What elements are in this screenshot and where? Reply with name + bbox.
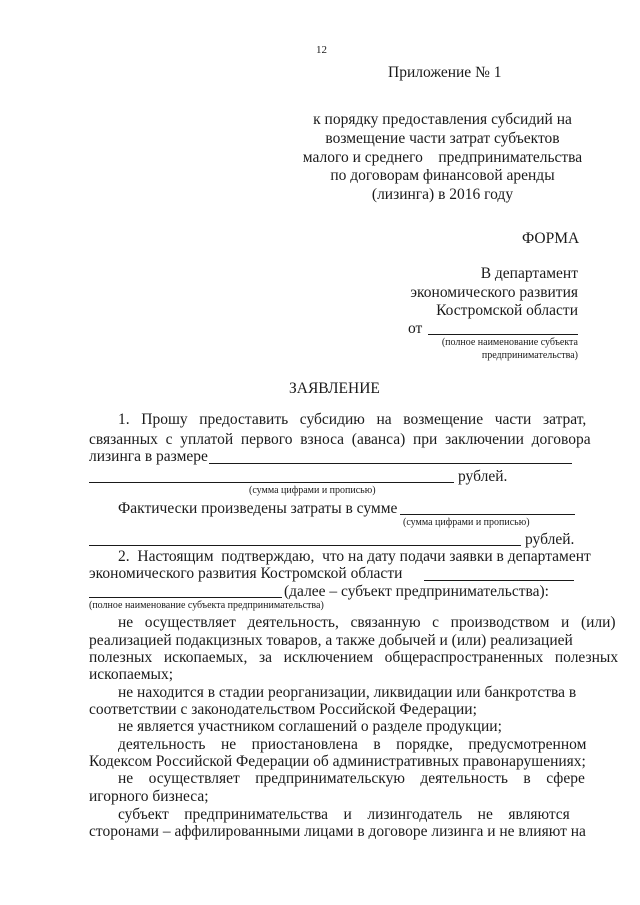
item-line-7: не является участником соглашений о разделе продукции;: [118, 718, 502, 735]
addressee-line-3: Костромской области: [436, 302, 578, 319]
from-label: от: [408, 320, 423, 337]
item-line-10: не осуществляет предпринимательскую деятельность в сфере: [118, 770, 585, 787]
appendix-line-1: к порядку предоставления субсидий на: [313, 111, 572, 128]
actual-costs-field-cont[interactable]: [89, 545, 521, 546]
entity-name-field[interactable]: [424, 580, 574, 581]
item-line-3: полезных ископаемых, за исключением общераспространенных полезных: [89, 649, 619, 666]
page-number: 12: [316, 44, 327, 56]
item-line-9: Кодексом Российской Федерации об административных правонарушениях;: [89, 753, 586, 770]
actual-costs-field[interactable]: [400, 514, 575, 515]
document-title: ЗАЯВЛЕНИЕ: [289, 380, 380, 397]
item-line-4: ископаемых;: [89, 666, 174, 683]
addressee-line-1: В департамент: [480, 265, 578, 282]
p2-line-1: 2. Настоящим подтверждаю, что на дату подачи заявки в департамент: [118, 548, 591, 565]
p1-line-1: 1. Прошу предоставить субсидию на возмещение части затрат,: [118, 411, 587, 428]
from-hint-1: (полное наименование субъекта: [441, 337, 578, 348]
item-line-8: деятельность не приостановлена в порядке, предусмотренном: [118, 736, 587, 753]
rubles-label-2: рублей.: [525, 531, 575, 548]
hint-sum-1: (сумма цифрами и прописью): [249, 485, 376, 496]
subsidy-amount-field-cont[interactable]: [89, 482, 454, 483]
appendix-title: Приложение № 1: [388, 64, 502, 81]
item-line-2: реализацией подакцизных товаров, а также добычей и (или) реализацией: [89, 632, 573, 649]
entity-name-field-cont[interactable]: [89, 597, 282, 598]
item-line-13: сторонами – аффилированными лицами в договоре лизинга и не влияют на: [89, 823, 586, 840]
from-entity-field[interactable]: [428, 334, 578, 335]
p1-line-2: связанных с уплатой первого взноса (аванса) при заключении договора: [89, 431, 591, 448]
p1-line-3: лизинга в размере: [89, 448, 208, 465]
appendix-line-5: (лизинга) в 2016 году: [371, 186, 514, 203]
p2-line-2: экономического развития Костромской области: [89, 565, 403, 582]
subsidy-amount-field[interactable]: [209, 463, 572, 464]
actual-costs-label: Фактически произведены затраты в сумме: [118, 500, 398, 517]
item-line-12: субъект предпринимательства и лизингодатель не являются: [118, 806, 570, 823]
hint-entity: (полное наименование субъекта предпринимательства): [89, 600, 324, 611]
item-line-6: соответствии с законодательством Российской Федерации;: [89, 701, 477, 718]
form-label: ФОРМА: [522, 230, 580, 247]
appendix-line-3: малого и среднего предпринимательства: [302, 149, 583, 166]
p2-line-3: (далее – субъект предпринимательства):: [284, 583, 549, 600]
item-line-1: не осуществляет деятельность, связанную с производством и (или): [118, 614, 616, 631]
addressee-line-2: экономического развития: [410, 284, 578, 301]
appendix-line-4: по договорам финансовой аренды: [330, 167, 555, 184]
from-hint-2: предпринимательства): [481, 350, 578, 361]
rubles-label-1: рублей.: [458, 468, 508, 485]
appendix-line-2: возмещение части затрат субъектов: [325, 130, 560, 147]
item-line-5: не находится в стадии реорганизации, ликвидации или банкротства в: [118, 684, 577, 701]
hint-sum-2: (сумма цифрами и прописью): [403, 517, 530, 528]
item-line-11: игорного бизнеса;: [89, 788, 209, 805]
